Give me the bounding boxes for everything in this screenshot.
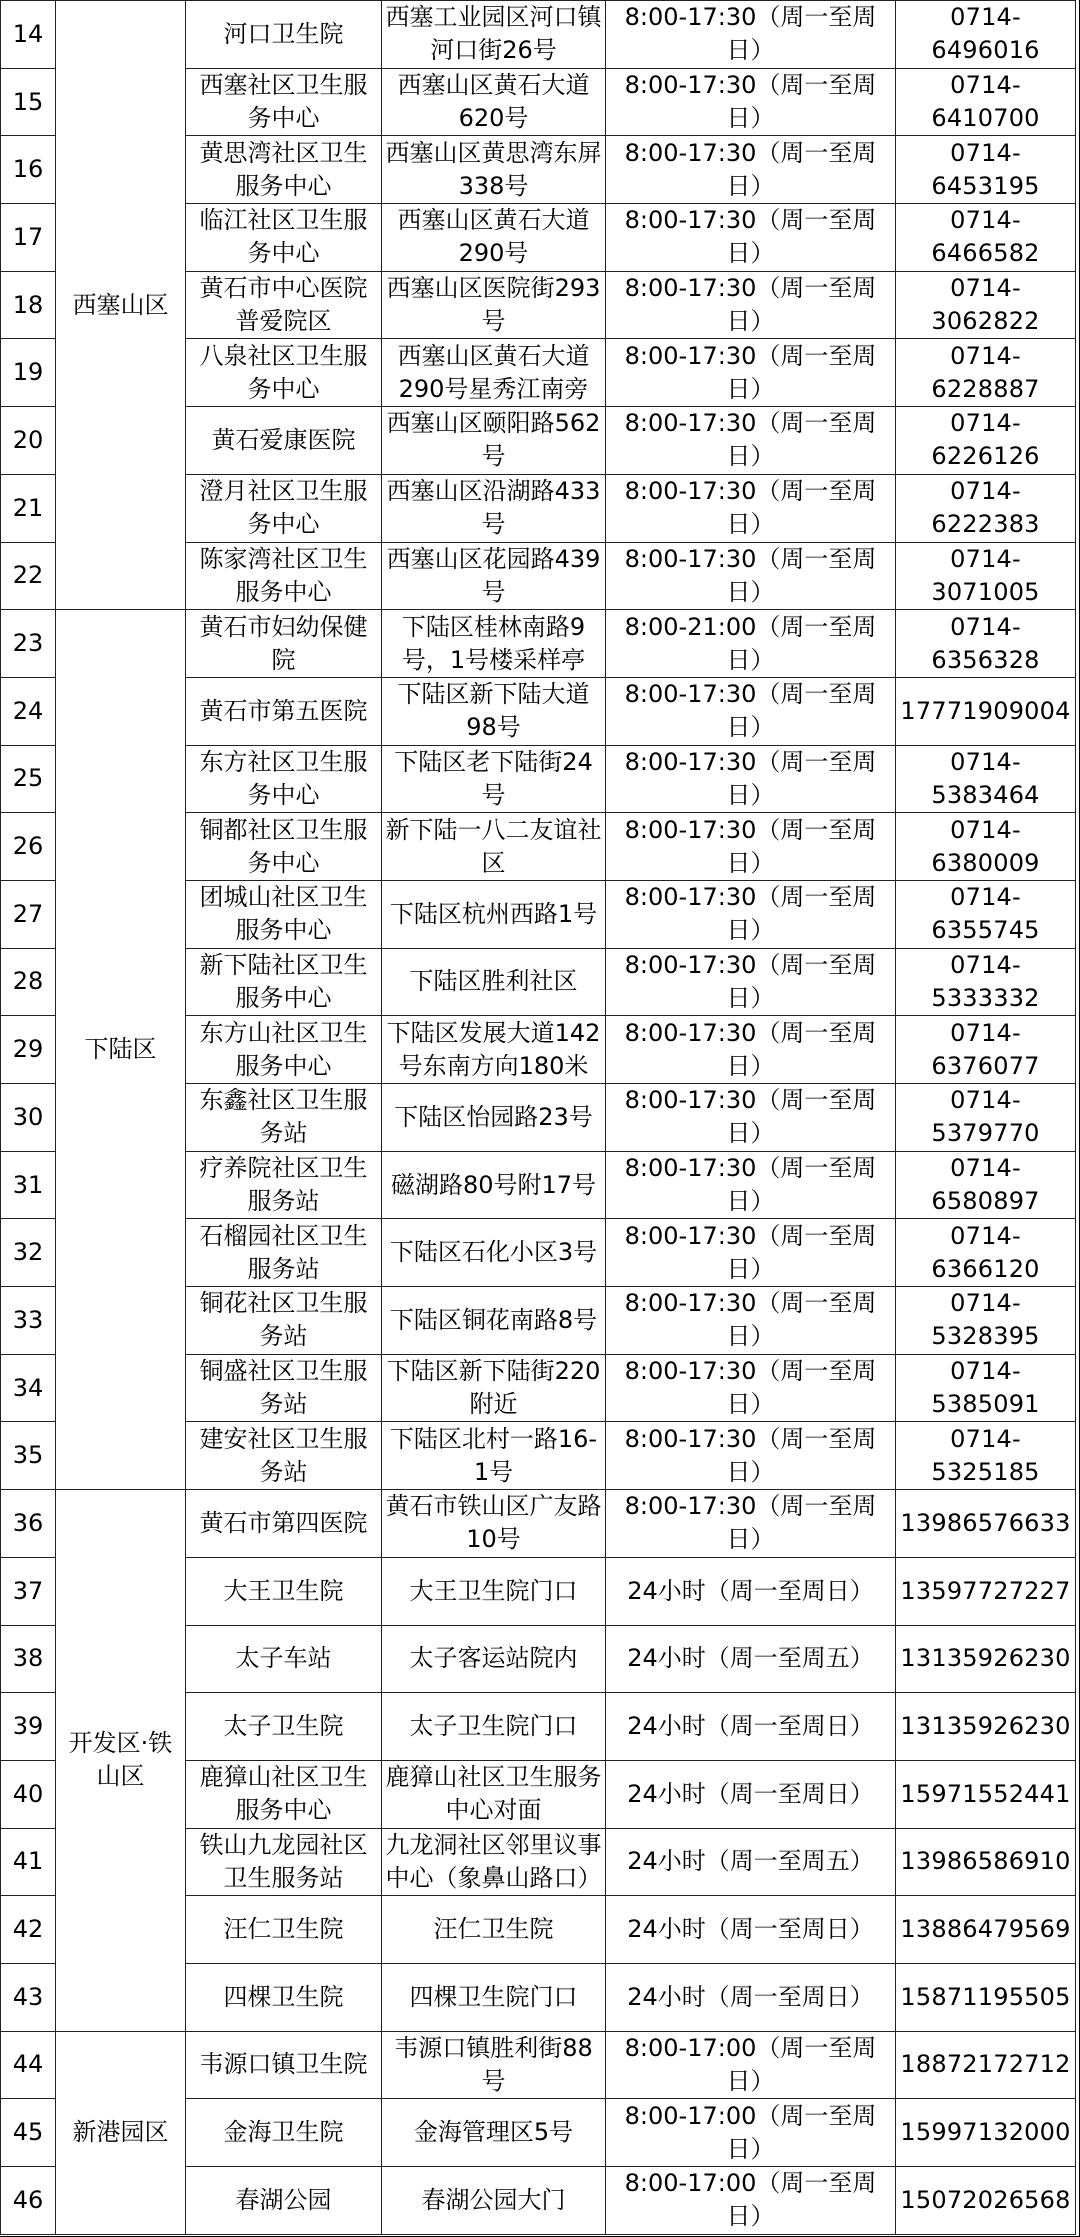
contact-phone: 0714-6380009: [896, 813, 1076, 881]
contact-phone: 0714-6222383: [896, 474, 1076, 542]
opening-hours: 8:00-17:30（周一至周日）: [606, 339, 896, 407]
row-number: 26: [1, 813, 56, 881]
site-name: 河口卫生院: [186, 1, 382, 69]
site-name: 八泉社区卫生服务中心: [186, 339, 382, 407]
contact-phone: 15871195505: [896, 1963, 1076, 2031]
opening-hours: 24小时（周一至周日）: [606, 1760, 896, 1828]
opening-hours: 24小时（周一至周日）: [606, 1963, 896, 2031]
contact-phone: 0714-3071005: [896, 542, 1076, 610]
opening-hours: 8:00-17:30（周一至周日）: [606, 204, 896, 272]
site-name: 黄石市第五医院: [186, 677, 382, 745]
contact-phone: 15997132000: [896, 2099, 1076, 2167]
site-address: 西塞山区花园路439号: [382, 542, 606, 610]
opening-hours: 8:00-17:30（周一至周日）: [606, 271, 896, 339]
contact-phone: 0714-5325185: [896, 1422, 1076, 1490]
row-number: 23: [1, 610, 56, 678]
opening-hours: 8:00-17:30（周一至周日）: [606, 1490, 896, 1558]
row-number: 25: [1, 745, 56, 813]
site-address: 西塞山区黄石大道620号: [382, 68, 606, 136]
table-row: [1, 1490, 1076, 1558]
table-body: [1, 1, 1076, 2235]
contact-phone: 0714-5383464: [896, 745, 1076, 813]
opening-hours: 8:00-17:30（周一至周日）: [606, 1422, 896, 1490]
row-number: 15: [1, 68, 56, 136]
site-address: 西塞山区黄思湾东屏338号: [382, 136, 606, 204]
site-address: 下陆区新下陆街220附近: [382, 1354, 606, 1422]
opening-hours: 24小时（周一至周五）: [606, 1828, 896, 1896]
opening-hours: 8:00-17:30（周一至周日）: [606, 677, 896, 745]
site-name: 鹿獐山社区卫生服务中心: [186, 1760, 382, 1828]
opening-hours: 8:00-17:30（周一至周日）: [606, 407, 896, 475]
site-name: 黄思湾社区卫生服务中心: [186, 136, 382, 204]
contact-phone: 0714-6366120: [896, 1219, 1076, 1287]
opening-hours: 8:00-17:30（周一至周日）: [606, 542, 896, 610]
contact-phone: 13597727227: [896, 1557, 1076, 1625]
row-number: 46: [1, 2167, 56, 2235]
site-address: 下陆区铜花南路8号: [382, 1287, 606, 1355]
table-row: [1, 2031, 1076, 2099]
site-address: 黄石市铁山区广友路10号: [382, 1490, 606, 1558]
contact-phone: 0714-6356328: [896, 610, 1076, 678]
site-name: 铜盛社区卫生服务站: [186, 1354, 382, 1422]
opening-hours: 8:00-17:30（周一至周日）: [606, 136, 896, 204]
site-address: 下陆区石化小区3号: [382, 1219, 606, 1287]
opening-hours: 8:00-17:30（周一至周日）: [606, 1151, 896, 1219]
site-address: 春湖公园大门: [382, 2167, 606, 2235]
site-address: 太子客运站院内: [382, 1625, 606, 1693]
row-number: 44: [1, 2031, 56, 2099]
contact-phone: 13135926230: [896, 1693, 1076, 1761]
contact-phone: 15971552441: [896, 1760, 1076, 1828]
contact-phone: 13135926230: [896, 1625, 1076, 1693]
row-number: 42: [1, 1896, 56, 1964]
row-number: 29: [1, 1016, 56, 1084]
contact-phone: 0714-3062822: [896, 271, 1076, 339]
row-number: 32: [1, 1219, 56, 1287]
site-name: 金海卫生院: [186, 2099, 382, 2167]
opening-hours: 8:00-17:00（周一至周日）: [606, 2099, 896, 2167]
site-address: 金海管理区5号: [382, 2099, 606, 2167]
contact-phone: 13986586910: [896, 1828, 1076, 1896]
contact-phone: 15072026568: [896, 2167, 1076, 2235]
opening-hours: 8:00-17:30（周一至周日）: [606, 474, 896, 542]
opening-hours: 24小时（周一至周日）: [606, 1896, 896, 1964]
site-name: 石榴园社区卫生服务站: [186, 1219, 382, 1287]
contact-phone: 0714-6453195: [896, 136, 1076, 204]
row-number: 19: [1, 339, 56, 407]
contact-phone: 0714-6376077: [896, 1016, 1076, 1084]
site-name: 黄石市第四医院: [186, 1490, 382, 1558]
site-address: 四棵卫生院门口: [382, 1963, 606, 2031]
site-name: 东方社区卫生服务中心: [186, 745, 382, 813]
district-cell: 开发区·铁山区: [56, 1490, 186, 2032]
row-number: 43: [1, 1963, 56, 2031]
site-name: 团城山社区卫生服务中心: [186, 880, 382, 948]
site-name: 黄石爱康医院: [186, 407, 382, 475]
row-number: 35: [1, 1422, 56, 1490]
opening-hours: 8:00-17:30（周一至周日）: [606, 1, 896, 69]
site-name: 黄石市中心医院普爱院区: [186, 271, 382, 339]
site-name: 春湖公园: [186, 2167, 382, 2235]
contact-phone: 0714-5379770: [896, 1084, 1076, 1152]
row-number: 24: [1, 677, 56, 745]
row-number: 30: [1, 1084, 56, 1152]
row-number: 31: [1, 1151, 56, 1219]
site-address: 下陆区杭州西路1号: [382, 880, 606, 948]
opening-hours: 24小时（周一至周日）: [606, 1557, 896, 1625]
site-address: 新下陆一八二友谊社区: [382, 813, 606, 881]
contact-phone: 0714-6355745: [896, 880, 1076, 948]
site-name: 东方山社区卫生服务中心: [186, 1016, 382, 1084]
contact-phone: 0714-6580897: [896, 1151, 1076, 1219]
site-name: 铁山九龙园社区卫生服务站: [186, 1828, 382, 1896]
opening-hours: 24小时（周一至周日）: [606, 1693, 896, 1761]
site-name: 韦源口镇卫生院: [186, 2031, 382, 2099]
contact-phone: 0714-5328395: [896, 1287, 1076, 1355]
row-number: 14: [1, 1, 56, 69]
district-cell: 下陆区: [56, 610, 186, 1490]
site-address: 西塞工业园区河口镇河口街26号: [382, 1, 606, 69]
site-address: 大王卫生院门口: [382, 1557, 606, 1625]
site-address: 下陆区北村一路16-1号: [382, 1422, 606, 1490]
site-address: 韦源口镇胜利街88号: [382, 2031, 606, 2099]
site-name: 铜都社区卫生服务中心: [186, 813, 382, 881]
opening-hours: 8:00-17:30（周一至周日）: [606, 68, 896, 136]
contact-phone: 0714-6466582: [896, 204, 1076, 272]
site-name: 四棵卫生院: [186, 1963, 382, 2031]
row-number: 39: [1, 1693, 56, 1761]
row-number: 27: [1, 880, 56, 948]
site-name: 铜花社区卫生服务站: [186, 1287, 382, 1355]
row-number: 16: [1, 136, 56, 204]
opening-hours: 8:00-21:00（周一至周日）: [606, 610, 896, 678]
site-address: 西塞山区黄石大道290号星秀江南旁: [382, 339, 606, 407]
site-name: 太子卫生院: [186, 1693, 382, 1761]
site-address: 下陆区桂林南路9号，1号楼采样亭: [382, 610, 606, 678]
row-number: 36: [1, 1490, 56, 1558]
row-number: 45: [1, 2099, 56, 2167]
site-address: 九龙洞社区邻里议事中心（象鼻山路口）: [382, 1828, 606, 1896]
contact-phone: 0714-6496016: [896, 1, 1076, 69]
contact-phone: 13986576633: [896, 1490, 1076, 1558]
site-name: 黄石市妇幼保健院: [186, 610, 382, 678]
contact-phone: 0714-6226126: [896, 407, 1076, 475]
opening-hours: 24小时（周一至周五）: [606, 1625, 896, 1693]
site-name: 疗养院社区卫生服务站: [186, 1151, 382, 1219]
row-number: 41: [1, 1828, 56, 1896]
row-number: 20: [1, 407, 56, 475]
site-address: 西塞山区黄石大道290号: [382, 204, 606, 272]
opening-hours: 8:00-17:00（周一至周日）: [606, 2167, 896, 2235]
site-address: 下陆区发展大道142号东南方向180米: [382, 1016, 606, 1084]
site-name: 建安社区卫生服务站: [186, 1422, 382, 1490]
site-address: 下陆区胜利社区: [382, 948, 606, 1016]
opening-hours: 8:00-17:30（周一至周日）: [606, 948, 896, 1016]
row-number: 18: [1, 271, 56, 339]
row-number: 22: [1, 542, 56, 610]
contact-phone: 17771909004: [896, 677, 1076, 745]
site-name: 澄月社区卫生服务中心: [186, 474, 382, 542]
contact-phone: 0714-6410700: [896, 68, 1076, 136]
row-number: 33: [1, 1287, 56, 1355]
site-address: 鹿獐山社区卫生服务中心对面: [382, 1760, 606, 1828]
row-number: 34: [1, 1354, 56, 1422]
site-name: 东鑫社区卫生服务站: [186, 1084, 382, 1152]
site-address: 汪仁卫生院: [382, 1896, 606, 1964]
district-cell: 西塞山区: [56, 1, 186, 610]
contact-phone: 0714-6228887: [896, 339, 1076, 407]
opening-hours: 8:00-17:30（周一至周日）: [606, 813, 896, 881]
opening-hours: 8:00-17:30（周一至周日）: [606, 1219, 896, 1287]
table-row: [1, 610, 1076, 678]
district-cell: 新港园区: [56, 2031, 186, 2234]
site-name: 临江社区卫生服务中心: [186, 204, 382, 272]
contact-phone: 0714-5385091: [896, 1354, 1076, 1422]
site-address: 西塞山区医院街293号: [382, 271, 606, 339]
site-address: 太子卫生院门口: [382, 1693, 606, 1761]
opening-hours: 8:00-17:30（周一至周日）: [606, 880, 896, 948]
opening-hours: 8:00-17:30（周一至周日）: [606, 1287, 896, 1355]
opening-hours: 8:00-17:30（周一至周日）: [606, 1084, 896, 1152]
site-address: 下陆区新下陆大道98号: [382, 677, 606, 745]
row-number: 17: [1, 204, 56, 272]
row-number: 21: [1, 474, 56, 542]
row-number: 40: [1, 1760, 56, 1828]
site-name: 汪仁卫生院: [186, 1896, 382, 1964]
row-number: 28: [1, 948, 56, 1016]
site-name: 西塞社区卫生服务中心: [186, 68, 382, 136]
contact-phone: 13886479569: [896, 1896, 1076, 1964]
contact-phone: 18872172712: [896, 2031, 1076, 2099]
site-address: 西塞山区沿湖路433号: [382, 474, 606, 542]
row-number: 37: [1, 1557, 56, 1625]
opening-hours: 8:00-17:30（周一至周日）: [606, 745, 896, 813]
site-name: 陈家湾社区卫生服务中心: [186, 542, 382, 610]
site-address: 西塞山区颐阳路562号: [382, 407, 606, 475]
opening-hours: 8:00-17:30（周一至周日）: [606, 1354, 896, 1422]
row-number: 38: [1, 1625, 56, 1693]
table-row: [1, 1, 1076, 69]
opening-hours: 8:00-17:00（周一至周日）: [606, 2031, 896, 2099]
opening-hours: 8:00-17:30（周一至周日）: [606, 1016, 896, 1084]
site-address: 磁湖路80号附17号: [382, 1151, 606, 1219]
site-name: 新下陆社区卫生服务中心: [186, 948, 382, 1016]
site-address: 下陆区怡园路23号: [382, 1084, 606, 1152]
site-name: 太子车站: [186, 1625, 382, 1693]
contact-phone: 0714-5333332: [896, 948, 1076, 1016]
site-name: 大王卫生院: [186, 1557, 382, 1625]
site-address: 下陆区老下陆街24号: [382, 745, 606, 813]
